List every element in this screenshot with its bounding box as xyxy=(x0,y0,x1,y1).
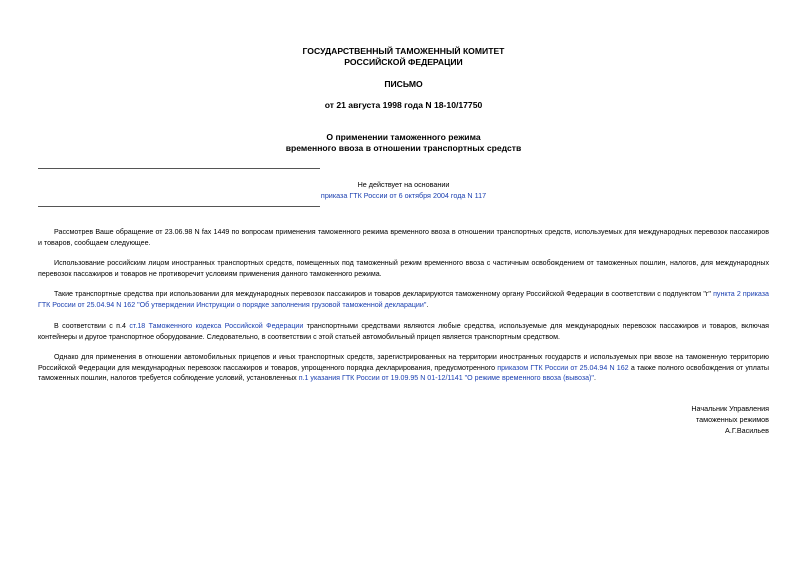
issuer-line-1: ГОСУДАРСТВЕННЫЙ ТАМОЖЕННЫЙ КОМИТЕТ xyxy=(302,46,505,56)
paragraph-4-text-b: транспортными средствами являются любые средства, используемые для международных перевозок пассажиров и товаров, включая контейнеры и другое транспортное оборудование. Следовательно, в соответствии с этой статьей автомобильный прицеп является транспортным средством. xyxy=(38,322,769,341)
document-date-number: от 21 августа 1998 года N 18-10/17750 xyxy=(324,100,483,110)
document-title-line-2: временного ввоза в отношении транспортных средств xyxy=(285,143,522,153)
signatory-position-line-1: Начальник Управления xyxy=(691,404,769,413)
paragraph-4-text-a: В соответствии с п.4 xyxy=(54,322,130,330)
signatory-position-line-2: таможенных режимов xyxy=(695,415,769,424)
paragraph-3-text-b: . xyxy=(426,300,429,309)
divider-top xyxy=(38,168,320,169)
order-162-link[interactable]: приказом ГТК России от 25.04.94 N 162 xyxy=(497,363,629,372)
status-note-link-row xyxy=(0,191,807,201)
issuer-line-2: РОССИЙСКОЙ ФЕДЕРАЦИИ xyxy=(344,57,463,67)
signatory-name: А.Г.Васильев xyxy=(725,426,769,435)
paragraph-1: Рассмотрев Ваше обращение от 23.06.98 N fax 1449 по вопросам применения таможенного режима временного ввоза в отношении транспортных средств, используемых для международных перевозок пассажиров и товаров, сообщаем следующее. xyxy=(38,228,769,247)
customs-code-article-18-link[interactable]: ст.18 Таможенного кодекса Российской Федерации xyxy=(129,322,304,330)
status-note: Не действует на основании xyxy=(357,180,450,189)
document-type: ПИСЬМО xyxy=(384,79,423,89)
paragraph-5-text-b: а также полного освобождения от уплаты таможенных пошлин, налогов требуется соблюдение условий, установленных xyxy=(38,363,769,382)
paragraph-5-text-c: . xyxy=(593,374,596,382)
divider-bottom xyxy=(38,206,320,207)
paragraph-3 xyxy=(38,289,769,310)
paragraph-5-text-a: Однако для применения в отношении автомобильных прицепов и иных транспортных средств, зарегистрированных на территории иностранных государств и используемых при ввозе на таможенную территорию Российской Федерации для международных перевозок пассажиров и товаров, упрощенного порядка декларирования, предусмотренного xyxy=(38,353,769,372)
repeal-order-link[interactable]: приказа ГТК России от 6 октября 2004 года N 117 xyxy=(320,191,487,200)
customs-order-162-link[interactable]: пункта 2 приказа ГТК России от 25.04.94 N 162 "Об утверждении Инструкции о порядке заполнения грузовой таможенной декларации" xyxy=(38,290,769,309)
temporary-import-instruction-link[interactable]: п.1 указания ГТК России от 19.09.95 N 01-12/1141 "О режиме временного ввоза (вывоза)" xyxy=(298,374,594,382)
paragraph-3-text-a: Такие транспортные средства при использовании для международных перевозок пассажиров и товаров декларируются таможенному органу Российской Федерации в соответствии с подпунктом "г" xyxy=(54,290,714,298)
document-title-line-1: О применении таможенного режима xyxy=(326,132,481,142)
paragraph-4 xyxy=(38,321,769,342)
paragraph-2: Использование российским лицом иностранных транспортных средств, помещенных под таможенный режим временного ввоза с частичным освобождением от таможенных пошлин, налогов, для международных перевозок пассажиров и товаров не противоречит условиям применения данного таможенного режима. xyxy=(38,259,769,278)
paragraph-5 xyxy=(38,352,769,384)
